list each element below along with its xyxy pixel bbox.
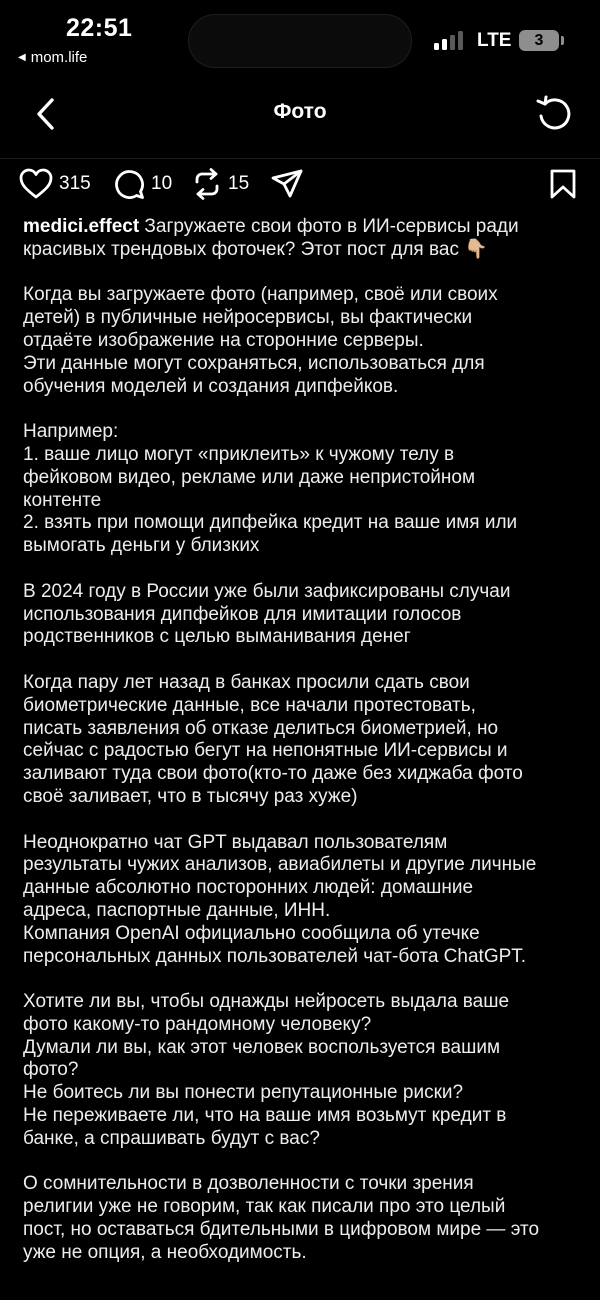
comment-count: 10 — [151, 173, 173, 194]
bookmark-icon — [548, 168, 578, 200]
repost-count: 15 — [228, 173, 250, 194]
caption-line: использования дипфейков для имитации голосов — [23, 603, 462, 625]
caption-line: О сомнительности в дозволенности с точки зрения — [23, 1173, 474, 1195]
caption-intro — [23, 216, 583, 262]
repost-button[interactable] — [192, 164, 249, 204]
caption-line: В 2024 году в России уже были зафиксированы случаи — [23, 580, 511, 602]
back-triangle-icon: ◀ — [18, 52, 26, 63]
status-bar — [0, 0, 600, 80]
caption-line: Компания OpenAI официально сообщила об утечке — [23, 922, 480, 944]
caption-line: персональных данных пользователей чат-бота ChatGPT. — [23, 945, 527, 967]
dynamic-island — [188, 14, 412, 68]
caption-paragraph — [23, 991, 583, 1151]
caption-line: Хотите ли вы, чтобы однажды нейросеть выдала ваше — [23, 991, 510, 1013]
caption-paragraph — [23, 421, 583, 558]
caption-line: красивых трендовых фоточек? Этот пост для вас 👇🏼 — [23, 238, 488, 260]
caption-line: отдаёте изображение на сторонние серверы. — [23, 329, 424, 351]
back-app-label: mom.life — [30, 49, 88, 66]
comment-button[interactable] — [113, 164, 172, 204]
caption-line: 2. взять при помощи дипфейка кредит на ваше имя или — [23, 512, 518, 534]
battery-icon: 3 — [519, 30, 559, 51]
caption-line: сейчас с радостью бегут на непонятные ИИ-сервисы и — [23, 740, 508, 762]
back-to-app-link[interactable] — [18, 49, 87, 66]
like-button[interactable] — [19, 164, 91, 204]
caption-paragraph — [23, 581, 583, 649]
caption-line: 1. ваше лицо могут «приклеить» к чужому телу в — [23, 443, 455, 465]
caption-line: заливают туда свои фото(кто-то даже без хиджаба фото — [23, 763, 523, 785]
comment-icon — [113, 168, 145, 200]
caption-line: фото? — [23, 1059, 79, 1081]
caption-line: родственников с целью выманивания денег — [23, 626, 411, 648]
caption-paragraph — [23, 672, 583, 809]
caption-line: пост, но оставаться бдительными в цифровом мире — это — [23, 1219, 540, 1241]
caption-line: уже не опция, а необходимость. — [23, 1241, 307, 1263]
post-username[interactable]: medici.effect — [23, 216, 140, 237]
network-type: LTE — [477, 30, 512, 51]
caption-line: Не переживаете ли, что на ваше имя возьмут кредит в — [23, 1105, 507, 1127]
caption-paragraph — [23, 284, 583, 398]
repost-icon — [192, 168, 222, 200]
post-caption — [23, 216, 583, 1287]
signal-icon — [434, 30, 463, 50]
refresh-button[interactable] — [534, 94, 574, 134]
caption-line: банке, а спрашивать будут с вас? — [23, 1127, 320, 1149]
share-button[interactable] — [270, 164, 304, 204]
caption-line: контенте — [23, 489, 102, 511]
status-time: 22:51 — [66, 14, 133, 42]
battery-tip — [561, 36, 564, 45]
caption-line: Например: — [23, 421, 119, 443]
bookmark-button[interactable] — [548, 164, 578, 204]
caption-line: фото какому-то рандомному человеку? — [23, 1013, 372, 1035]
caption-line: адреса, паспортные данные, ИНН. — [23, 899, 331, 921]
caption-line: результаты чужих анализов, авиабилеты и другие личные — [23, 854, 537, 876]
caption-line: фейковом видео, рекламе или даже непристойном — [23, 466, 476, 488]
post-actions — [0, 164, 600, 204]
caption-line: Эти данные могут сохраняться, использоваться для — [23, 352, 485, 374]
caption-line — [23, 216, 583, 239]
caption-line: Неоднократно чат GPT выдавал пользователям — [23, 831, 448, 853]
caption-line: Когда пару лет назад в банках просили сдать свои — [23, 671, 470, 693]
caption-line: религии уже не говорим, так как писали про это целый — [23, 1196, 506, 1218]
send-icon — [270, 168, 304, 200]
page-title: Фото — [273, 100, 327, 123]
caption-line: вымогать деньги у близких — [23, 535, 260, 557]
caption-line: своё заливает, что в тысячу раз хуже) — [23, 785, 358, 807]
refresh-icon — [534, 94, 574, 134]
caption-line: Когда вы загружаете фото (например, своё или своих — [23, 284, 498, 306]
caption-line: биометрические данные, все начали протестовать, — [23, 694, 476, 716]
caption-line: писать заявления об отказе делиться биометрией, но — [23, 717, 499, 739]
caption-line: обучения моделей и создания дипфейков. — [23, 375, 399, 397]
heart-icon — [19, 168, 53, 200]
caption-line: данные абсолютно посторонних людей: домашние — [23, 877, 474, 899]
caption-line: Думали ли вы, как этот человек воспользуется вашим — [23, 1036, 501, 1058]
caption-paragraph — [23, 1173, 583, 1264]
caption-line: Не боитесь ли вы понести репутационные риски? — [23, 1082, 464, 1104]
like-count: 315 — [59, 173, 91, 194]
header-divider — [0, 158, 600, 159]
caption-intro-text: Загружаете свои фото в ИИ-сервисы ради — [139, 216, 519, 237]
caption-paragraphs — [23, 284, 583, 1264]
caption-paragraph — [23, 832, 583, 969]
header — [0, 84, 600, 144]
caption-line: детей) в публичные нейросервисы, вы фактически — [23, 307, 473, 329]
